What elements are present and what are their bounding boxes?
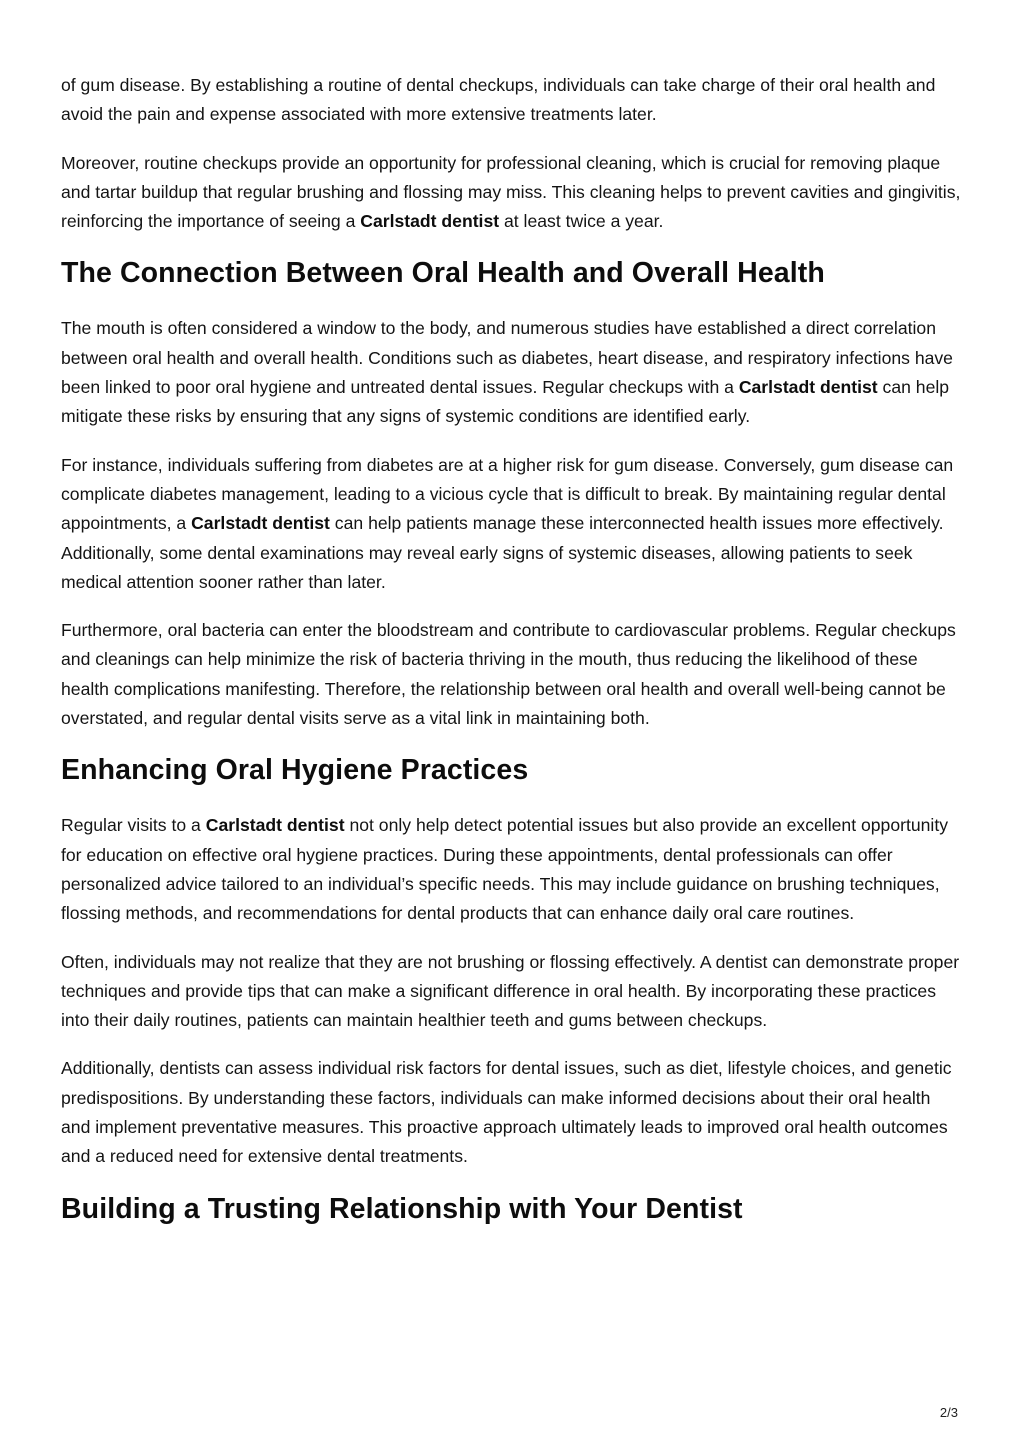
paragraph-diabetes — [61, 451, 963, 597]
paragraph-text: at least twice a year. — [499, 211, 664, 232]
heading-oral-hygiene-practices: Enhancing Oral Hygiene Practices — [61, 754, 529, 787]
paragraph-text: not only help detect potential issues but also provide an excellent opportunity for education on effective oral hygiene practices. During these appointments, dental professionals can offer personalized advice tailored to an individual’s specific needs. This may include guidance on brushing techniques, flossing methods, and recommendations for dental products that can enhance daily oral care routines. — [61, 815, 949, 924]
paragraph-text: can help mitigate these risks by ensuring that any signs of systemic conditions are identified early. — [61, 377, 950, 427]
article-body — [61, 71, 963, 1250]
paragraph-text: Moreover, routine checkups provide an opportunity for professional cleaning, which is crucial for removing plaque and tartar buildup that regular brushing and flossing may miss. This cleaning helps to prevent cavities and gingivitis, reinforcing the importance of seeing a — [61, 152, 961, 232]
paragraph-window-to-body — [61, 314, 963, 431]
keyword-carlstadt-dentist: Carlstadt dentist — [738, 377, 878, 398]
keyword-carlstadt-dentist: Carlstadt dentist — [205, 815, 345, 836]
keyword-carlstadt-dentist: Carlstadt dentist — [191, 513, 330, 534]
paragraph-text: can help patients manage these interconnected health issues more effectively. Additionally, some dental examinations may reveal early signs of systemic diseases, allowing patients to seek medical attention sooner rather than later. — [61, 513, 944, 592]
page-number: 2/3 — [939, 1405, 958, 1420]
paragraph-professional-cleaning — [61, 149, 963, 237]
paragraph-regular-visits — [61, 811, 963, 928]
heading-trusting-relationship: Building a Trusting Relationship with Your Dentist — [61, 1192, 743, 1225]
paragraph-brushing-flossing: Often, individuals may not realize that they are not brushing or flossing effectively. A dentist can demonstrate proper techniques and provide tips that can make a significant difference in oral health. By incorporating these practices into their daily routines, patients can maintain healthier teeth and gums between checkups. — [61, 951, 960, 1031]
paragraph-text: Regular visits to a — [61, 815, 206, 836]
keyword-carlstadt-dentist: Carlstadt dentist — [360, 211, 500, 232]
paragraph-text: The mouth is often considered a window to the body, and numerous studies have established a direct correlation between oral health and overall health. Conditions such as diabetes, heart disease, and respiratory infections have been linked to poor oral hygiene and untreated dental issues. Regular checkups with a — [61, 318, 953, 398]
paragraph-text: For instance, individuals suffering from diabetes are at a higher risk for gum disease. Conversely, gum disease can complicate diabetes management, leading to a vicious cycle that is difficult to break. By maintaining regular dental appointments, a — [61, 454, 954, 534]
heading-oral-overall-health: The Connection Between Oral Health and Overall Health — [61, 257, 825, 290]
paragraph-oral-bacteria: Furthermore, oral bacteria can enter the bloodstream and contribute to cardiovascular problems. Regular checkups and cleanings can help minimize the risk of bacteria thriving in the mouth, thus reducing the likelihood of these health complications manifesting. Therefore, the relationship between oral health and overall well-being cannot be overstated, and regular dental visits serve as a vital link in maintaining both. — [61, 620, 956, 729]
paragraph-gum-disease-continued: of gum disease. By establishing a routine of dental checkups, individuals can take charge of their oral health and avoid the pain and expense associated with more extensive treatments later. — [61, 75, 936, 125]
paragraph-risk-factors: Additionally, dentists can assess individual risk factors for dental issues, such as diet, lifestyle choices, and genetic predispositions. By understanding these factors, individuals can make informed decisions about their oral health and implement preventative measures. This proactive approach ultimately leads to improved oral health outcomes and a reduced need for extensive dental treatments. — [61, 1058, 952, 1167]
